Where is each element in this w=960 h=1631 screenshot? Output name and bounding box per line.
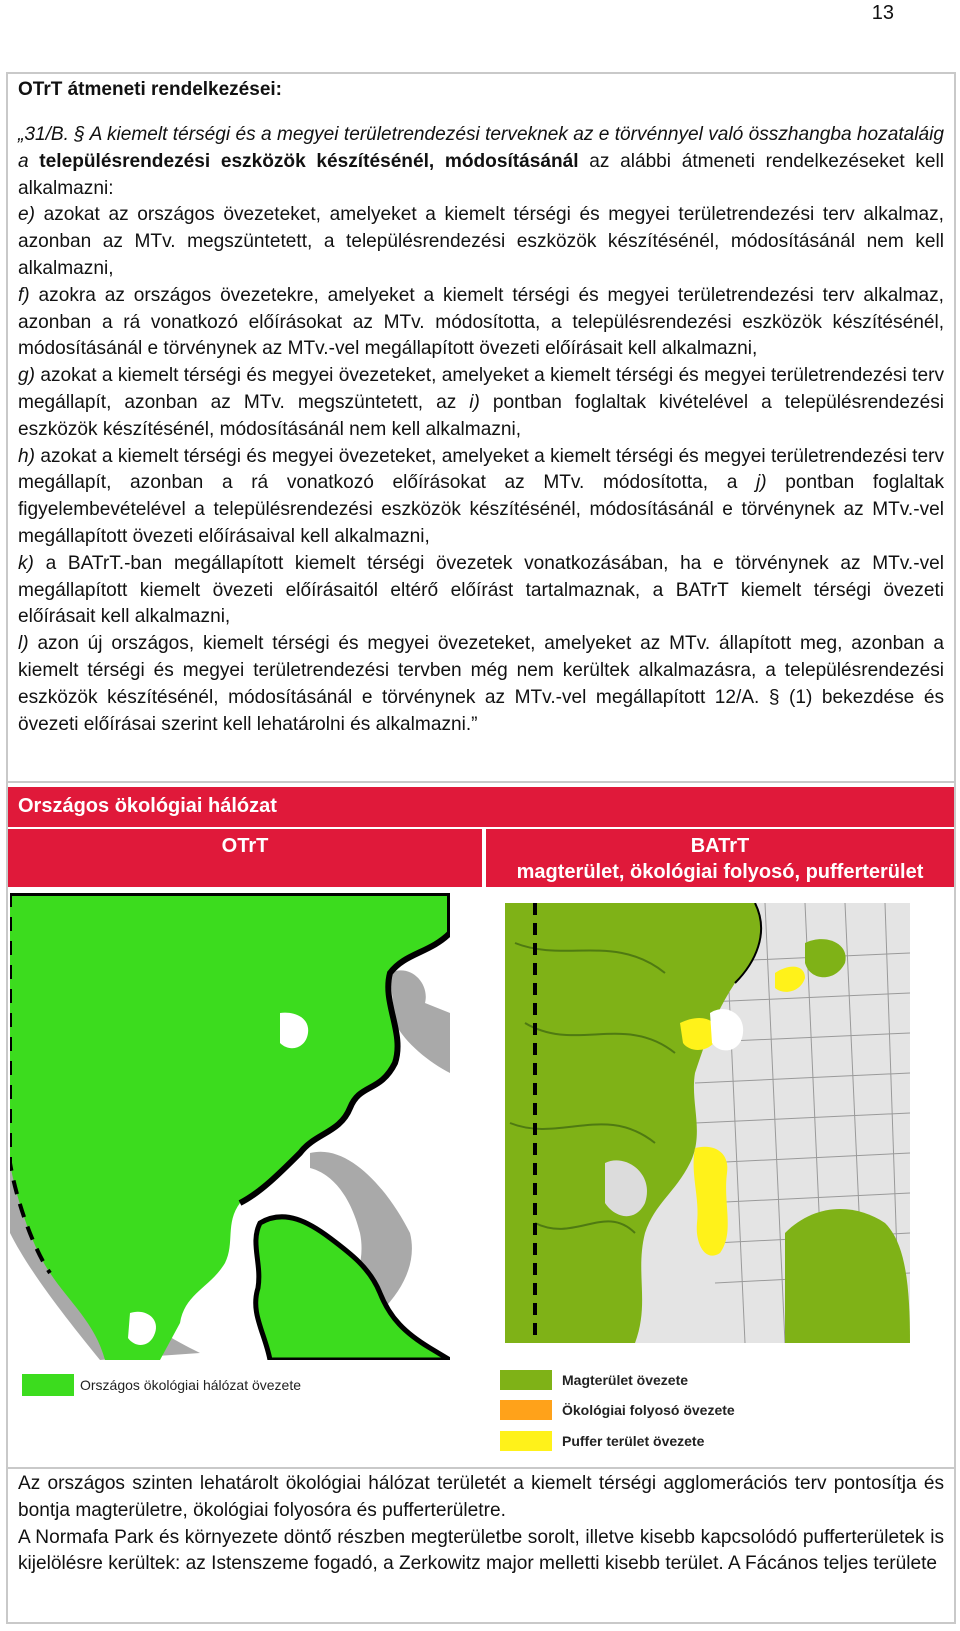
- item-text: azon új országos, kiemelt térségi és megyei övezeteket, amelyeket az MTv. állapított meg, azonban a kiemelt térségi és megyei területrendezési tervben még nem kerültek alkalmazásra, a településrendezési eszközök készítésénél, módosításánál e törvénynek az MTv.-vel megállapított 12/A. § (1) bekezdése és övezeti előírásai szerint kell lehatárolni és alkalmazni.”: [18, 633, 944, 735]
- list-item-h: [18, 444, 944, 551]
- item-label: l): [18, 633, 29, 655]
- legend-label: Ökológiai folyosó övezete: [562, 1402, 735, 1418]
- legend-swatch: [22, 1374, 74, 1396]
- item-label: f): [18, 284, 30, 306]
- column-title-batrt: [486, 829, 954, 887]
- batrt-map-image: [505, 903, 910, 1343]
- legend-label: Országos ökológiai hálózat övezete: [80, 1377, 302, 1393]
- item-text: a BATrT.-ban megállapított kiemelt térségi övezetek vonatkozásában, ha e törvénynek az MTv.-vel megállapított kiemelt övezeti előírásaitól eltérő előírást tartalmaznak, a BATrT kiemelt térségi övezeti előírásait kell alkalmazni,: [18, 552, 944, 628]
- legend-label: Magterület övezete: [562, 1372, 689, 1388]
- column-title-text: OTrT: [221, 835, 269, 857]
- batrt-map: [505, 903, 910, 1343]
- otrt-map: [10, 893, 450, 1360]
- list-item-g: [18, 363, 944, 443]
- item-text: azokat a kiemelt térségi és megyei övezeteket, amelyeket a kiemelt térségi és megyei területrendezési terv megállapít, azonban az MTv. megszüntetett, az: [18, 365, 944, 413]
- legend-otrt: [22, 1374, 362, 1396]
- list-item-k: [18, 551, 944, 631]
- item-ref: i): [469, 391, 480, 413]
- otrt-map-image: [10, 893, 450, 1360]
- band-title: Országos ökológiai hálózat: [8, 787, 954, 827]
- caption-paragraph: Az országos szinten lehatárolt ökológiai hálózat területét a kiemelt térségi agglomerációs terv pontosítja és bontja magterületre, ökológiai folyosóra és pufferterületre.: [18, 1473, 944, 1521]
- legend-item: [500, 1431, 704, 1451]
- item-ref: j): [755, 472, 767, 494]
- section-heading: OTrT átmeneti rendelkezései:: [18, 79, 282, 100]
- legend-item: [500, 1400, 735, 1420]
- item-label: e): [18, 204, 35, 226]
- column-subtitle-text: magterület, ökológiai folyosó, pufferterület: [516, 861, 924, 883]
- legend-label: Puffer terület övezete: [562, 1433, 705, 1449]
- list-item-e: [18, 202, 944, 282]
- intro-bold: településrendezési eszközök készítésénél, módosításánál: [39, 150, 579, 172]
- intro-start: „31/B. § A kiemelt térségi és a megyei területrendezési terveknek az e törvénnyel való összhangba hozataláig a: [18, 124, 944, 172]
- item-label: g): [18, 365, 35, 387]
- caption-paragraph: A Normafa Park és környezete döntő részben megterületbe sorolt, illetve kisebb kapcsolódó pufferterületek is kijelölésre kerültek: az Istenszeme fogadó, a Zerkowitz major melletti kisebb terület. A Fácános teljes területe: [18, 1526, 944, 1575]
- legend-batrt: [500, 1370, 780, 1462]
- item-text: azokat a kiemelt térségi és megyei övezeteket, amelyeket a kiemelt térségi és megyei területrendezési terv megállapít, azonban a rá vonatkozó előírásokat az MTv. módosította, a: [18, 445, 944, 494]
- item-text: azokra az országos övezetekre, amelyeket a kiemelt térségi és megyei területrendezési terv alkalmaz, azonban a rá vonatkozó előírásokat az MTv. módosította, a településrendezési eszközök készítésénél, módosításánál e törvénynek az MTv.-vel megállapított övezeti előírásait kell alkalmazni,: [18, 284, 944, 360]
- legend-swatch: [500, 1370, 552, 1390]
- page-number: 13: [871, 2, 894, 24]
- law-text: [18, 122, 944, 738]
- item-text-2: pontban foglaltak kivételével a településrendezési eszközök készítésénél, módosításánál nem kell alkalmazni,: [18, 391, 944, 440]
- divider: [6, 781, 956, 783]
- list-item-f: [18, 283, 944, 363]
- legend-item: [500, 1370, 688, 1390]
- item-text: azokat az országos övezeteket, amelyeket a kiemelt térségi és megyei területrendezési terv alkalmaz, azonban az MTv. megszüntetett, a településrendezési eszközök készítésénél, módosításánál nem kell alkalmazni,: [18, 204, 944, 279]
- column-title-otrt: [8, 829, 482, 887]
- legend-swatch: [500, 1400, 552, 1420]
- column-title-text: BATrT: [690, 835, 750, 857]
- intro-end: az alábbi átmeneti rendelkezéseket kell alkalmazni:: [18, 150, 944, 199]
- list-item-l: [18, 631, 944, 738]
- item-label: h): [18, 445, 35, 467]
- caption-text: [18, 1471, 944, 1578]
- legend-swatch: [500, 1431, 552, 1451]
- divider: [6, 1467, 956, 1469]
- item-label: k): [18, 552, 34, 574]
- legend-item: [22, 1374, 301, 1396]
- law-intro: [18, 122, 944, 202]
- item-text-2: pontban foglaltak figyelembevételével a településrendezési eszközök készítésénél, módosításánál e törvénynek az MTv.-vel megállapított övezeti előírásaival kell alkalmazni,: [18, 472, 944, 547]
